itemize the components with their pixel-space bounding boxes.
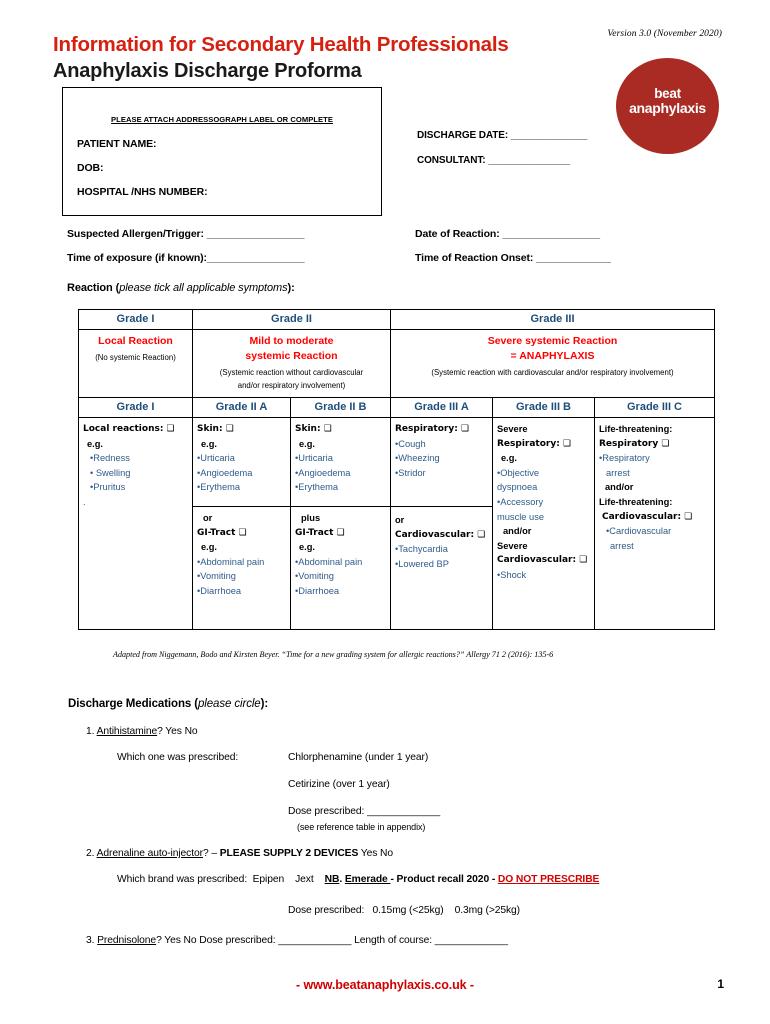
grade-iii-b-item-2: dyspnoea bbox=[497, 482, 538, 493]
grade-ii-a-item-3: •Erythema bbox=[197, 482, 241, 493]
grade-iii-c-item2-2: arrest bbox=[610, 540, 634, 551]
item1-option-chlorphenamine[interactable]: Chlorphenamine (under 1 year) bbox=[288, 752, 429, 763]
grade-iii-a-item-2: •Wheezing bbox=[395, 453, 440, 464]
grade-ii-b-gi-checkbox-label[interactable]: GI-Tract ❏ bbox=[295, 527, 345, 538]
grade-ii-a-gi-checkbox-label[interactable]: GI-Tract ❏ bbox=[197, 527, 247, 538]
grade-i-checkbox-label[interactable]: Local reactions: ❏ bbox=[83, 424, 175, 434]
grade-iii-a-conjunction: or bbox=[395, 515, 405, 525]
med-heading-end: ): bbox=[260, 698, 269, 710]
med-heading-italic: please circle bbox=[197, 698, 261, 710]
cell-grade-iii-b-symptoms[interactable] bbox=[493, 418, 595, 630]
grade-ii-a-item-2: •Angioedema bbox=[197, 467, 253, 478]
item2-dose-option-2[interactable]: 0.3mg (>25kg) bbox=[454, 905, 520, 916]
item2-question: ? – bbox=[202, 848, 220, 859]
grade-ii-b-item-3: •Erythema bbox=[295, 482, 339, 493]
table-row-symptoms-top bbox=[79, 418, 715, 507]
desc-ii-small-1: (Systemic reaction without cardiovascular bbox=[219, 368, 364, 377]
page-number: 1 bbox=[717, 977, 724, 991]
grade-iii-b-eg: e.g. bbox=[501, 453, 518, 464]
date-of-reaction-field[interactable]: Date of Reaction: _________________ bbox=[415, 228, 601, 240]
cell-grade-iii-c-symptoms[interactable] bbox=[595, 418, 715, 630]
hospital-number-label[interactable]: HOSPITAL /NHS NUMBER: bbox=[77, 186, 208, 198]
cell-grade-iii-a-respiratory[interactable] bbox=[391, 418, 493, 507]
item2-brand-epipen[interactable]: Epipen bbox=[252, 874, 285, 885]
cell-grade-ii-b-gi[interactable] bbox=[291, 507, 391, 630]
reaction-heading-italic: please tick all applicable symptoms bbox=[119, 282, 288, 294]
cell-grade-ii-a-skin[interactable] bbox=[193, 418, 291, 507]
grade-iii-a-bottom-item-2: •Lowered BP bbox=[395, 558, 449, 569]
item1-dose-field[interactable]: Dose prescribed: _____________ bbox=[288, 806, 441, 817]
item3-question[interactable]: ? Yes No Dose prescribed: _____________ Length of course: _____________ bbox=[156, 935, 508, 946]
grade-ii-b-item-2: •Angioedema bbox=[295, 467, 351, 478]
grade-iii-b-item2-1: •Shock bbox=[497, 569, 527, 580]
grade-iii-c-life-label-2: Life-threatening: bbox=[599, 496, 673, 507]
reaction-section-heading bbox=[67, 282, 295, 294]
grade-ii-a-skin-checkbox-label[interactable]: Skin: ❏ bbox=[197, 424, 234, 434]
grade-ii-a-conjunction: or bbox=[203, 513, 213, 523]
medication-item-3[interactable] bbox=[86, 935, 508, 946]
logo-line-1: beat bbox=[654, 86, 681, 101]
desc-iii-big-2: = ANAPHYLAXIS bbox=[510, 350, 595, 362]
desc-grade-i bbox=[79, 330, 193, 398]
grade-iii-b-severe-label-2: Severe bbox=[497, 540, 528, 551]
grade-ii-a-bottom-item-2: •Vomiting bbox=[197, 571, 236, 582]
consultant-field[interactable]: CONSULTANT: _______________ bbox=[417, 155, 571, 166]
desc-ii-big-1: Mild to moderate bbox=[249, 335, 334, 347]
item2-emerade: Emerade bbox=[344, 874, 391, 885]
grade-iii-b-severe-label: Severe bbox=[497, 424, 528, 434]
grade-iii-c-resp-checkbox-label[interactable]: Respiratory ❏ bbox=[599, 438, 670, 449]
grade-iii-c-cardio-checkbox-label[interactable]: Cardiovascular: ❏ bbox=[602, 511, 693, 522]
table-row-sub-headers bbox=[79, 398, 715, 418]
medication-item-2[interactable] bbox=[86, 848, 393, 859]
grade-ii-a-bottom-eg: e.g. bbox=[201, 542, 218, 553]
desc-grade-iii bbox=[391, 330, 715, 398]
grade-ii-b-item-1: •Urticaria bbox=[295, 453, 333, 464]
table-citation: Adapted from Niggemann, Bodo and Kirsten Beyer. “Time for a new grading system for allergic reactions?” Allergy 71 2 (2016): 135-6 bbox=[113, 650, 554, 659]
time-of-onset-field[interactable]: Time of Reaction Onset: _____________ bbox=[415, 252, 611, 264]
desc-ii-small-2: and/or respiratory involvement) bbox=[237, 381, 346, 390]
patient-name-label[interactable]: PATIENT NAME: bbox=[77, 138, 157, 150]
discharge-medications-heading bbox=[68, 698, 268, 710]
logo-line-2: anaphylaxis bbox=[629, 100, 706, 116]
grade-ii-b-bottom-item-2: •Vomiting bbox=[295, 571, 334, 582]
desc-ii-big-2: systemic Reaction bbox=[245, 350, 338, 362]
addressograph-hint: PLEASE ATTACH ADDRESSOGRAPH LABEL OR COMPLETE bbox=[111, 115, 333, 124]
grade-iii-b-resp-checkbox-label[interactable]: Respiratory: ❏ bbox=[497, 438, 572, 449]
grade-iii-c-life-label: Life-threatening: bbox=[599, 424, 673, 434]
subheader-grade-ii-b: Grade II B bbox=[291, 398, 391, 418]
item2-yes-no[interactable]: Yes No bbox=[358, 848, 394, 859]
table-row-grade-descriptions bbox=[79, 330, 715, 398]
grade-iii-b-conjunction: and/or bbox=[503, 526, 532, 537]
grade-i-item-3: •Pruritus bbox=[90, 482, 126, 493]
grade-i-item-1: •Redness bbox=[90, 453, 130, 464]
grade-iii-b-item-3: •Accessory bbox=[497, 496, 544, 507]
grade-i-eg: e.g. bbox=[87, 438, 104, 449]
page-title-secondary: Anaphylaxis Discharge Proforma bbox=[53, 60, 362, 82]
subheader-grade-i: Grade I bbox=[79, 398, 193, 418]
item3-drug: Prednisolone bbox=[97, 935, 157, 946]
grade-ii-b-skin-checkbox-label[interactable]: Skin: ❏ bbox=[295, 424, 332, 434]
cell-grade-iii-a-cardio[interactable] bbox=[391, 507, 493, 630]
table-row-grade-headers bbox=[79, 310, 715, 330]
footer-website[interactable]: - www.beatanaphylaxis.co.uk - bbox=[296, 978, 474, 992]
item2-supply-note: PLEASE SUPPLY 2 DEVICES bbox=[219, 848, 359, 859]
item2-nb-mid: . bbox=[339, 874, 345, 885]
grade-ii-a-eg: e.g. bbox=[201, 438, 218, 449]
grade-iii-c-item-1: •Respiratory bbox=[599, 453, 650, 464]
grade-iii-a-item-3: •Stridor bbox=[395, 467, 426, 478]
discharge-date-field[interactable]: DISCHARGE DATE: ______________ bbox=[417, 130, 588, 141]
item1-which-label: Which one was prescribed: bbox=[117, 752, 239, 763]
grade-iii-a-cardio-checkbox-label[interactable]: Cardiovascular: ❏ bbox=[395, 529, 486, 540]
item2-dose-row[interactable] bbox=[288, 905, 520, 916]
medication-item-1[interactable] bbox=[86, 726, 198, 737]
item1-question[interactable]: ? Yes No bbox=[157, 726, 198, 737]
suspected-allergen-field[interactable]: Suspected Allergen/Trigger: _________________ bbox=[67, 228, 305, 240]
item1-drug: Antihistamine bbox=[96, 726, 158, 737]
dob-label[interactable]: DOB: bbox=[77, 162, 104, 174]
item1-number: 1. bbox=[86, 726, 97, 737]
grade-ii-a-item-1: •Urticaria bbox=[197, 453, 235, 464]
header-grade-iii: Grade III bbox=[391, 310, 715, 330]
grade-iii-c-item2-1: •Cardiovascular bbox=[606, 526, 672, 537]
subheader-grade-ii-a: Grade II A bbox=[193, 398, 291, 418]
beat-anaphylaxis-logo bbox=[616, 58, 719, 154]
grade-ii-a-bottom-item-1: •Abdominal pain bbox=[197, 556, 265, 567]
desc-i-small-1: (No systemic Reaction) bbox=[95, 353, 176, 362]
grade-ii-b-bottom-item-1: •Abdominal pain bbox=[295, 556, 363, 567]
grade-ii-a-bottom-item-3: •Diarrhoea bbox=[197, 585, 242, 596]
desc-iii-big-1: Severe systemic Reaction bbox=[487, 335, 618, 347]
item2-recall-text: - Product recall 2020 - bbox=[390, 874, 498, 885]
item2-brand-jext[interactable]: Jext bbox=[295, 874, 314, 885]
grade-iii-b-item-4: muscle use bbox=[497, 511, 545, 522]
logo-text bbox=[616, 86, 719, 116]
subheader-grade-iii-a: Grade III A bbox=[391, 398, 493, 418]
item1-reference-note: (see reference table in appendix) bbox=[297, 822, 426, 832]
version-label: Version 3.0 (November 2020) bbox=[607, 29, 722, 39]
time-of-exposure-field[interactable]: Time of exposure (if known):_________________ bbox=[67, 252, 305, 264]
cell-grade-ii-b-skin[interactable] bbox=[291, 418, 391, 507]
grade-iii-b-item-1: •Objective bbox=[497, 467, 540, 478]
item2-number: 2. bbox=[86, 848, 97, 859]
item1-option-cetirizine[interactable]: Cetirizine (over 1 year) bbox=[288, 779, 390, 790]
grading-table bbox=[78, 309, 715, 630]
subheader-grade-iii-c: Grade III C bbox=[595, 398, 715, 418]
header-grade-i: Grade I bbox=[79, 310, 193, 330]
grade-iii-b-cardio-checkbox-label[interactable]: Cardiovascular: ❏ bbox=[497, 555, 588, 566]
desc-grade-ii bbox=[193, 330, 391, 398]
desc-i-big-1: Local Reaction bbox=[98, 335, 173, 347]
item2-dose-label: Dose prescribed: bbox=[288, 905, 365, 916]
grade-iii-c-item-2: arrest bbox=[606, 467, 630, 478]
grade-iii-c-conjunction: and/or bbox=[605, 482, 634, 493]
grade-ii-b-conjunction: plus bbox=[301, 513, 321, 523]
item2-which-label: Which brand was prescribed: bbox=[117, 874, 248, 885]
item2-brand-row[interactable] bbox=[117, 874, 599, 885]
item2-nb-prefix: NB bbox=[324, 874, 340, 885]
page-title-primary: Information for Secondary Health Professionals bbox=[53, 33, 509, 56]
grade-ii-b-bottom-item-3: •Diarrhoea bbox=[295, 585, 340, 596]
item2-do-not-prescribe-warning: DO NOT PRESCRIBE bbox=[497, 874, 600, 885]
subheader-grade-iii-b: Grade III B bbox=[493, 398, 595, 418]
med-heading-start: Discharge Medications ( bbox=[68, 698, 198, 710]
grade-i-item-4: . bbox=[83, 496, 86, 507]
desc-iii-small-1: (Systemic reaction with cardiovascular and/or respiratory involvement) bbox=[431, 368, 674, 377]
item2-drug: Adrenaline auto-injector bbox=[96, 848, 203, 859]
item3-number: 3. bbox=[86, 935, 98, 946]
cell-grade-ii-a-gi[interactable] bbox=[193, 507, 291, 630]
item2-dose-option-1[interactable]: 0.15mg (<25kg) bbox=[372, 905, 444, 916]
grade-ii-b-eg: e.g. bbox=[299, 438, 316, 449]
grade-iii-a-item-1: •Cough bbox=[395, 438, 426, 449]
grade-ii-b-bottom-eg: e.g. bbox=[299, 542, 316, 553]
grade-i-item-2: • Swelling bbox=[90, 467, 131, 478]
header-grade-ii: Grade II bbox=[193, 310, 391, 330]
reaction-heading-end: ): bbox=[287, 282, 295, 294]
grade-iii-a-bottom-item-1: •Tachycardia bbox=[395, 544, 448, 555]
grade-iii-a-resp-checkbox-label[interactable]: Respiratory: ❏ bbox=[395, 424, 470, 434]
patient-details-box bbox=[62, 87, 382, 216]
cell-grade-i-symptoms[interactable] bbox=[79, 418, 193, 630]
reaction-heading-start: Reaction ( bbox=[67, 282, 120, 294]
